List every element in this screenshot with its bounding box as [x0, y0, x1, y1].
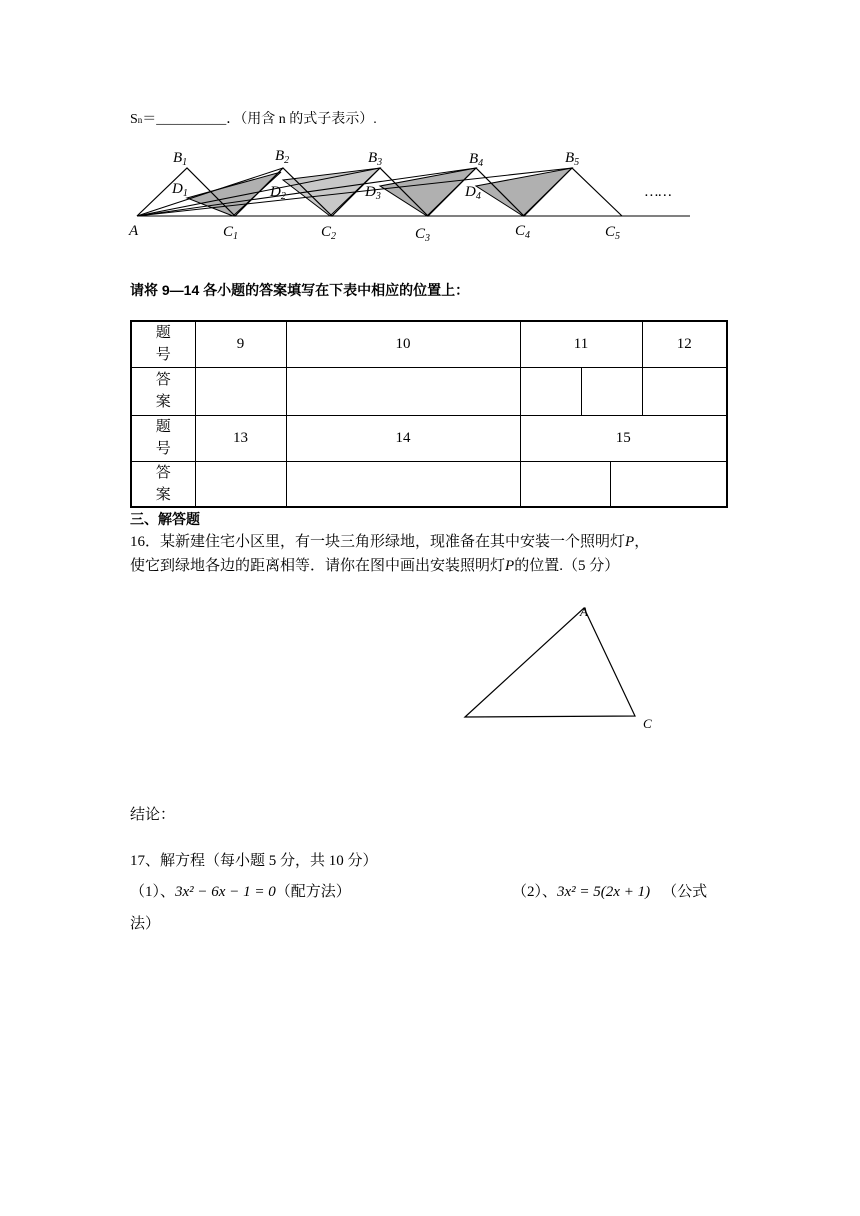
- triangle-chain-figure: [125, 140, 725, 250]
- answer-cell-13[interactable]: [195, 461, 286, 507]
- qnum-10: 10: [286, 321, 520, 367]
- daan-label: 答 案: [155, 464, 171, 503]
- label-b2: $B_2$: [275, 148, 290, 166]
- label-d2: $D_2$: [270, 184, 286, 202]
- qnum-13: 13: [195, 415, 286, 461]
- equation-1: 3x² − 6x − 1 = 0: [175, 884, 276, 900]
- shaded-region-4: [476, 168, 572, 216]
- label-d1: $D_1$: [172, 181, 188, 199]
- label-c5: $C_5$: [605, 224, 621, 242]
- table-row: [131, 321, 727, 367]
- line-a-b2: [137, 168, 283, 216]
- qnum-12: 12: [642, 321, 727, 367]
- answer-table: [130, 320, 728, 508]
- triangle-label-c: C: [643, 716, 652, 728]
- answer-cell-12[interactable]: [642, 367, 727, 415]
- qnum-9: 9: [195, 321, 286, 367]
- tihao-label: 题 号: [155, 325, 171, 364]
- daan-label: 答 案: [155, 372, 171, 410]
- sn-symbol: S: [130, 112, 138, 127]
- answer-cell-11b[interactable]: [581, 367, 642, 415]
- label-a: A: [129, 223, 139, 239]
- answer-cell-10[interactable]: [286, 367, 520, 415]
- label-d3: $D_3$: [365, 184, 381, 202]
- table-row: [131, 367, 727, 415]
- label-c4: $C_4$: [515, 223, 531, 241]
- q17-part1: （1）、3x² − 6x − 1 = 0（配方法）: [130, 884, 351, 900]
- table-row: [131, 461, 727, 507]
- sn-note: （用含 n 的式子表示）.: [240, 112, 377, 127]
- tihao-label: 题 号: [155, 419, 171, 457]
- triangle-shape: [465, 608, 635, 717]
- label-c2: $C_2$: [321, 224, 337, 242]
- table-row: [131, 415, 727, 461]
- qnum-15: 15: [520, 415, 727, 461]
- qnum-11: 11: [520, 321, 642, 367]
- q16-line1: 16．某新建住宅小区里，有一块三角形绿地，现准备在其中安装一个照明灯P，: [130, 534, 650, 550]
- table-instruction: 请将 9—14 各小题的答案填写在下表中相应的位置上：: [130, 282, 470, 298]
- q17-part2-cont: 法）: [130, 916, 161, 932]
- answer-cell-15a[interactable]: [520, 461, 610, 507]
- q17-title: 17、解方程（每小题 5 分，共 10 分）: [130, 853, 378, 869]
- conclusion-label: 结论：: [130, 807, 176, 823]
- q16-line2: 使它到绿地各边的距离相等．请你在图中画出安装照明灯P的位置.（5 分）: [130, 558, 620, 574]
- sn-formula-line: [130, 108, 377, 128]
- label-b3: $B_3$: [368, 150, 383, 168]
- sn-subscript: n: [137, 115, 143, 125]
- answer-cell-14[interactable]: [286, 461, 520, 507]
- continuation-dots: ……: [645, 184, 672, 200]
- triangle-label-a: A: [580, 604, 588, 619]
- label-c1: $C_1$: [223, 224, 239, 242]
- section-heading: 三、解答题: [130, 511, 200, 527]
- green-triangle-figure: [455, 598, 665, 728]
- label-b5: $B_5$: [565, 150, 580, 168]
- answer-cell-11a[interactable]: [520, 367, 581, 415]
- sn-blank: ＝__________．: [142, 112, 241, 127]
- qnum-14: 14: [286, 415, 520, 461]
- answer-cell-9[interactable]: [195, 367, 286, 415]
- equation-2: 3x² = 5(2x + 1): [557, 884, 651, 900]
- label-b1: $B_1$: [173, 150, 188, 168]
- label-d4: $D_4$: [465, 184, 481, 202]
- label-c3: $C_3$: [415, 226, 431, 244]
- label-b4: $B_4$: [469, 151, 484, 169]
- q17-part2: （2）、3x² = 5(2x + 1) （公式: [512, 884, 708, 900]
- answer-cell-15b[interactable]: [610, 461, 727, 507]
